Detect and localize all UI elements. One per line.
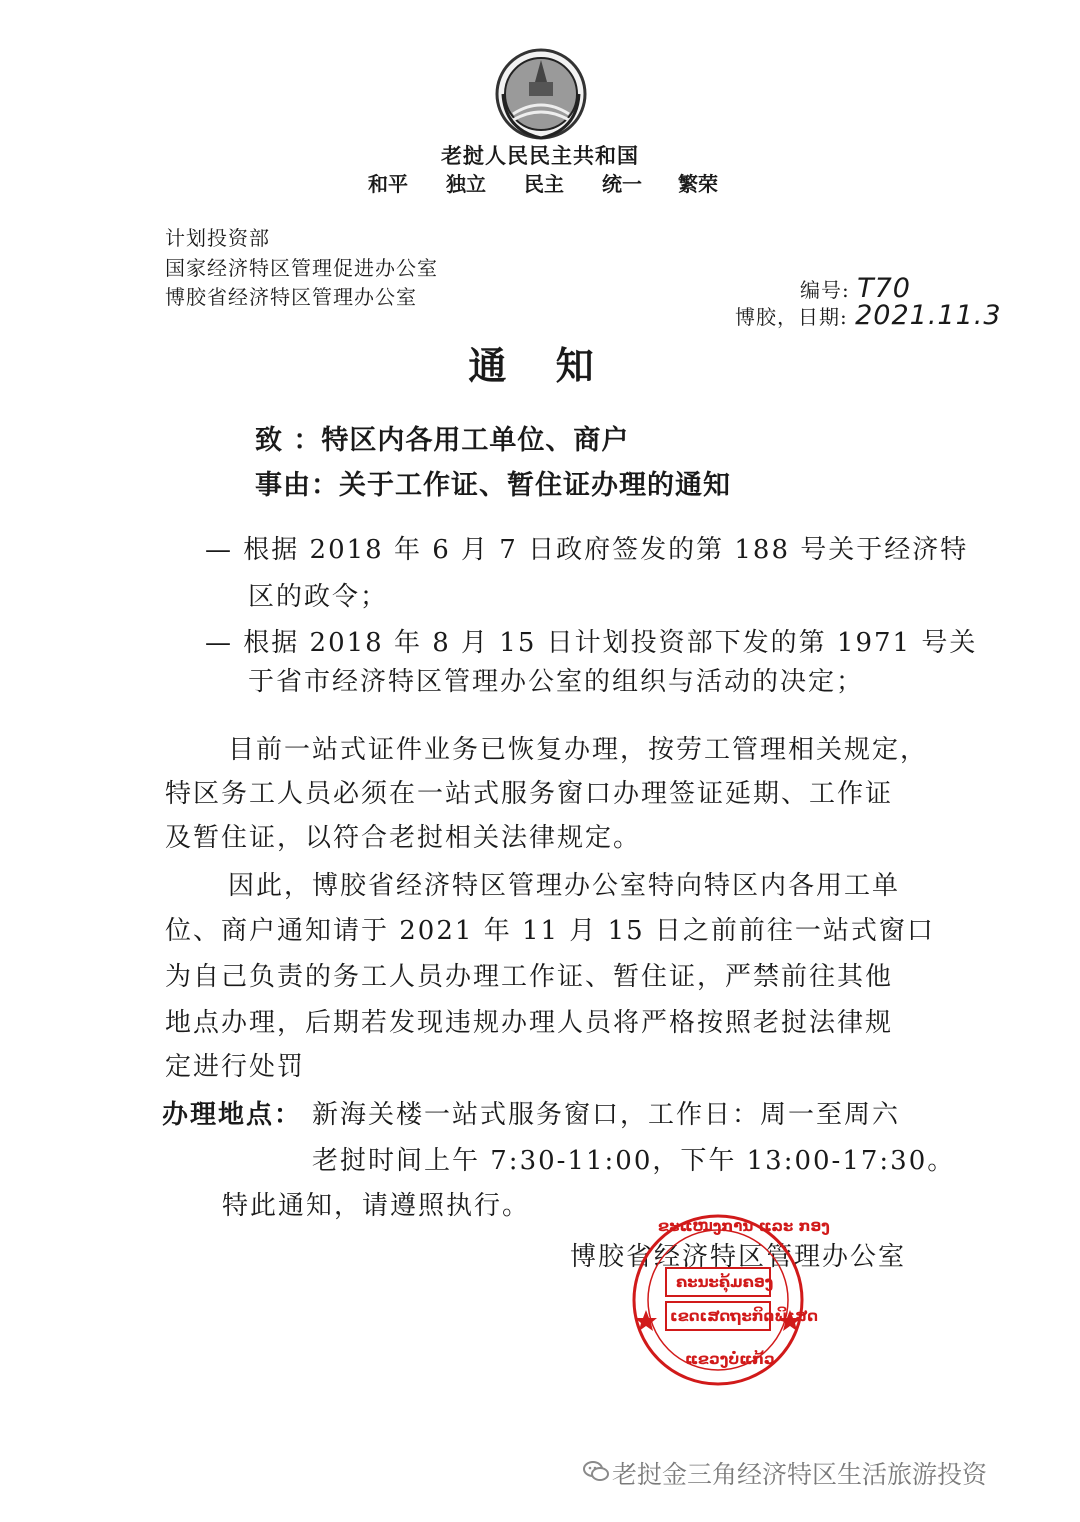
location-line: 老挝时间上午 7:30-11:00，下午 13:00-17:30。 <box>312 1146 956 1176</box>
stamp-middle-text: ເຂດເສດຖະກິດພິເສດ <box>670 1307 818 1325</box>
stamp-top-text: ຂະແໜງການ ແລະ ກອງ <box>658 1217 830 1235</box>
issuer-line: 国家经济特区管理促进办公室 <box>165 256 438 280</box>
number-label: 编号: <box>800 278 850 302</box>
location-line: 新海关楼一站式服务窗口，工作日：周一至周六 <box>312 1100 901 1130</box>
closing-line: 特此通知，请遵照执行。 <box>222 1191 531 1221</box>
document-date <box>735 300 1002 331</box>
body-line: 目前一站式证件业务已恢复办理，按劳工管理相关规定， <box>228 735 929 765</box>
body-line: — 根据 2018 年 8 月 15 日计划投资部下发的第 1971 号关 <box>205 628 978 658</box>
stamp-bottom-text: ແຂວງບໍ່ແກ້ວ <box>685 1350 775 1368</box>
issuer-line: 博胶省经济特区管理办公室 <box>165 285 417 309</box>
body-line: 于省市经济特区管理办公室的组织与活动的决定； <box>248 667 865 697</box>
signature-line: 博胶省经济特区管理办公室 <box>570 1242 907 1272</box>
body-line: — 根据 2018 年 6 月 7 日政府签发的第 188 号关于经济特 <box>205 535 969 565</box>
subject-line: 事由：关于工作证、暂住证办理的通知 <box>255 470 731 501</box>
body-line: 特区务工人员必须在一站式服务窗口办理签证延期、工作证 <box>165 779 894 809</box>
country-name: 老挝人民民主共和国 <box>441 143 639 168</box>
body-line: 区的政令； <box>248 582 389 612</box>
motto-word: 和平 <box>368 172 408 196</box>
body-line: 地点办理，后期若发现违规办理人员将严格按照老挝法律规 <box>165 1008 894 1038</box>
motto-word: 统一 <box>602 172 642 196</box>
wechat-icon <box>582 1457 610 1485</box>
number-value: T70 <box>857 273 911 304</box>
body-line: 为自己负责的务工人员办理工作证、暂住证，严禁前往其他 <box>165 962 894 992</box>
watermark-text: 老挝金三角经济特区生活旅游投资 <box>612 1460 988 1489</box>
motto-word: 繁荣 <box>678 172 718 196</box>
body-line: 因此，博胶省经济特区管理办公室特向特区内各用工单 <box>228 871 901 901</box>
motto-word: 民主 <box>524 172 564 196</box>
motto-word: 独立 <box>446 172 486 196</box>
stamp-middle-text: ຄະນະຄຸ້ມຄອງ <box>676 1273 774 1291</box>
recipient-line: 致 ：特区内各用工单位、商户 <box>255 425 630 456</box>
document-title: 通 知 <box>468 343 612 388</box>
date-value: 2021.11.3 <box>855 300 1002 331</box>
date-label: 博胶，日期: <box>735 305 848 329</box>
issuer-line: 计划投资部 <box>165 226 270 250</box>
national-emblem-icon <box>485 42 597 142</box>
body-line: 及暂住证，以符合老挝相关法律规定。 <box>165 823 642 853</box>
body-line: 定进行处罚 <box>165 1052 306 1082</box>
location-label: 办理地点： <box>162 1100 303 1130</box>
body-line: 位、商户通知请于 2021 年 11 月 15 日之前前往一站式窗口 <box>165 916 935 946</box>
